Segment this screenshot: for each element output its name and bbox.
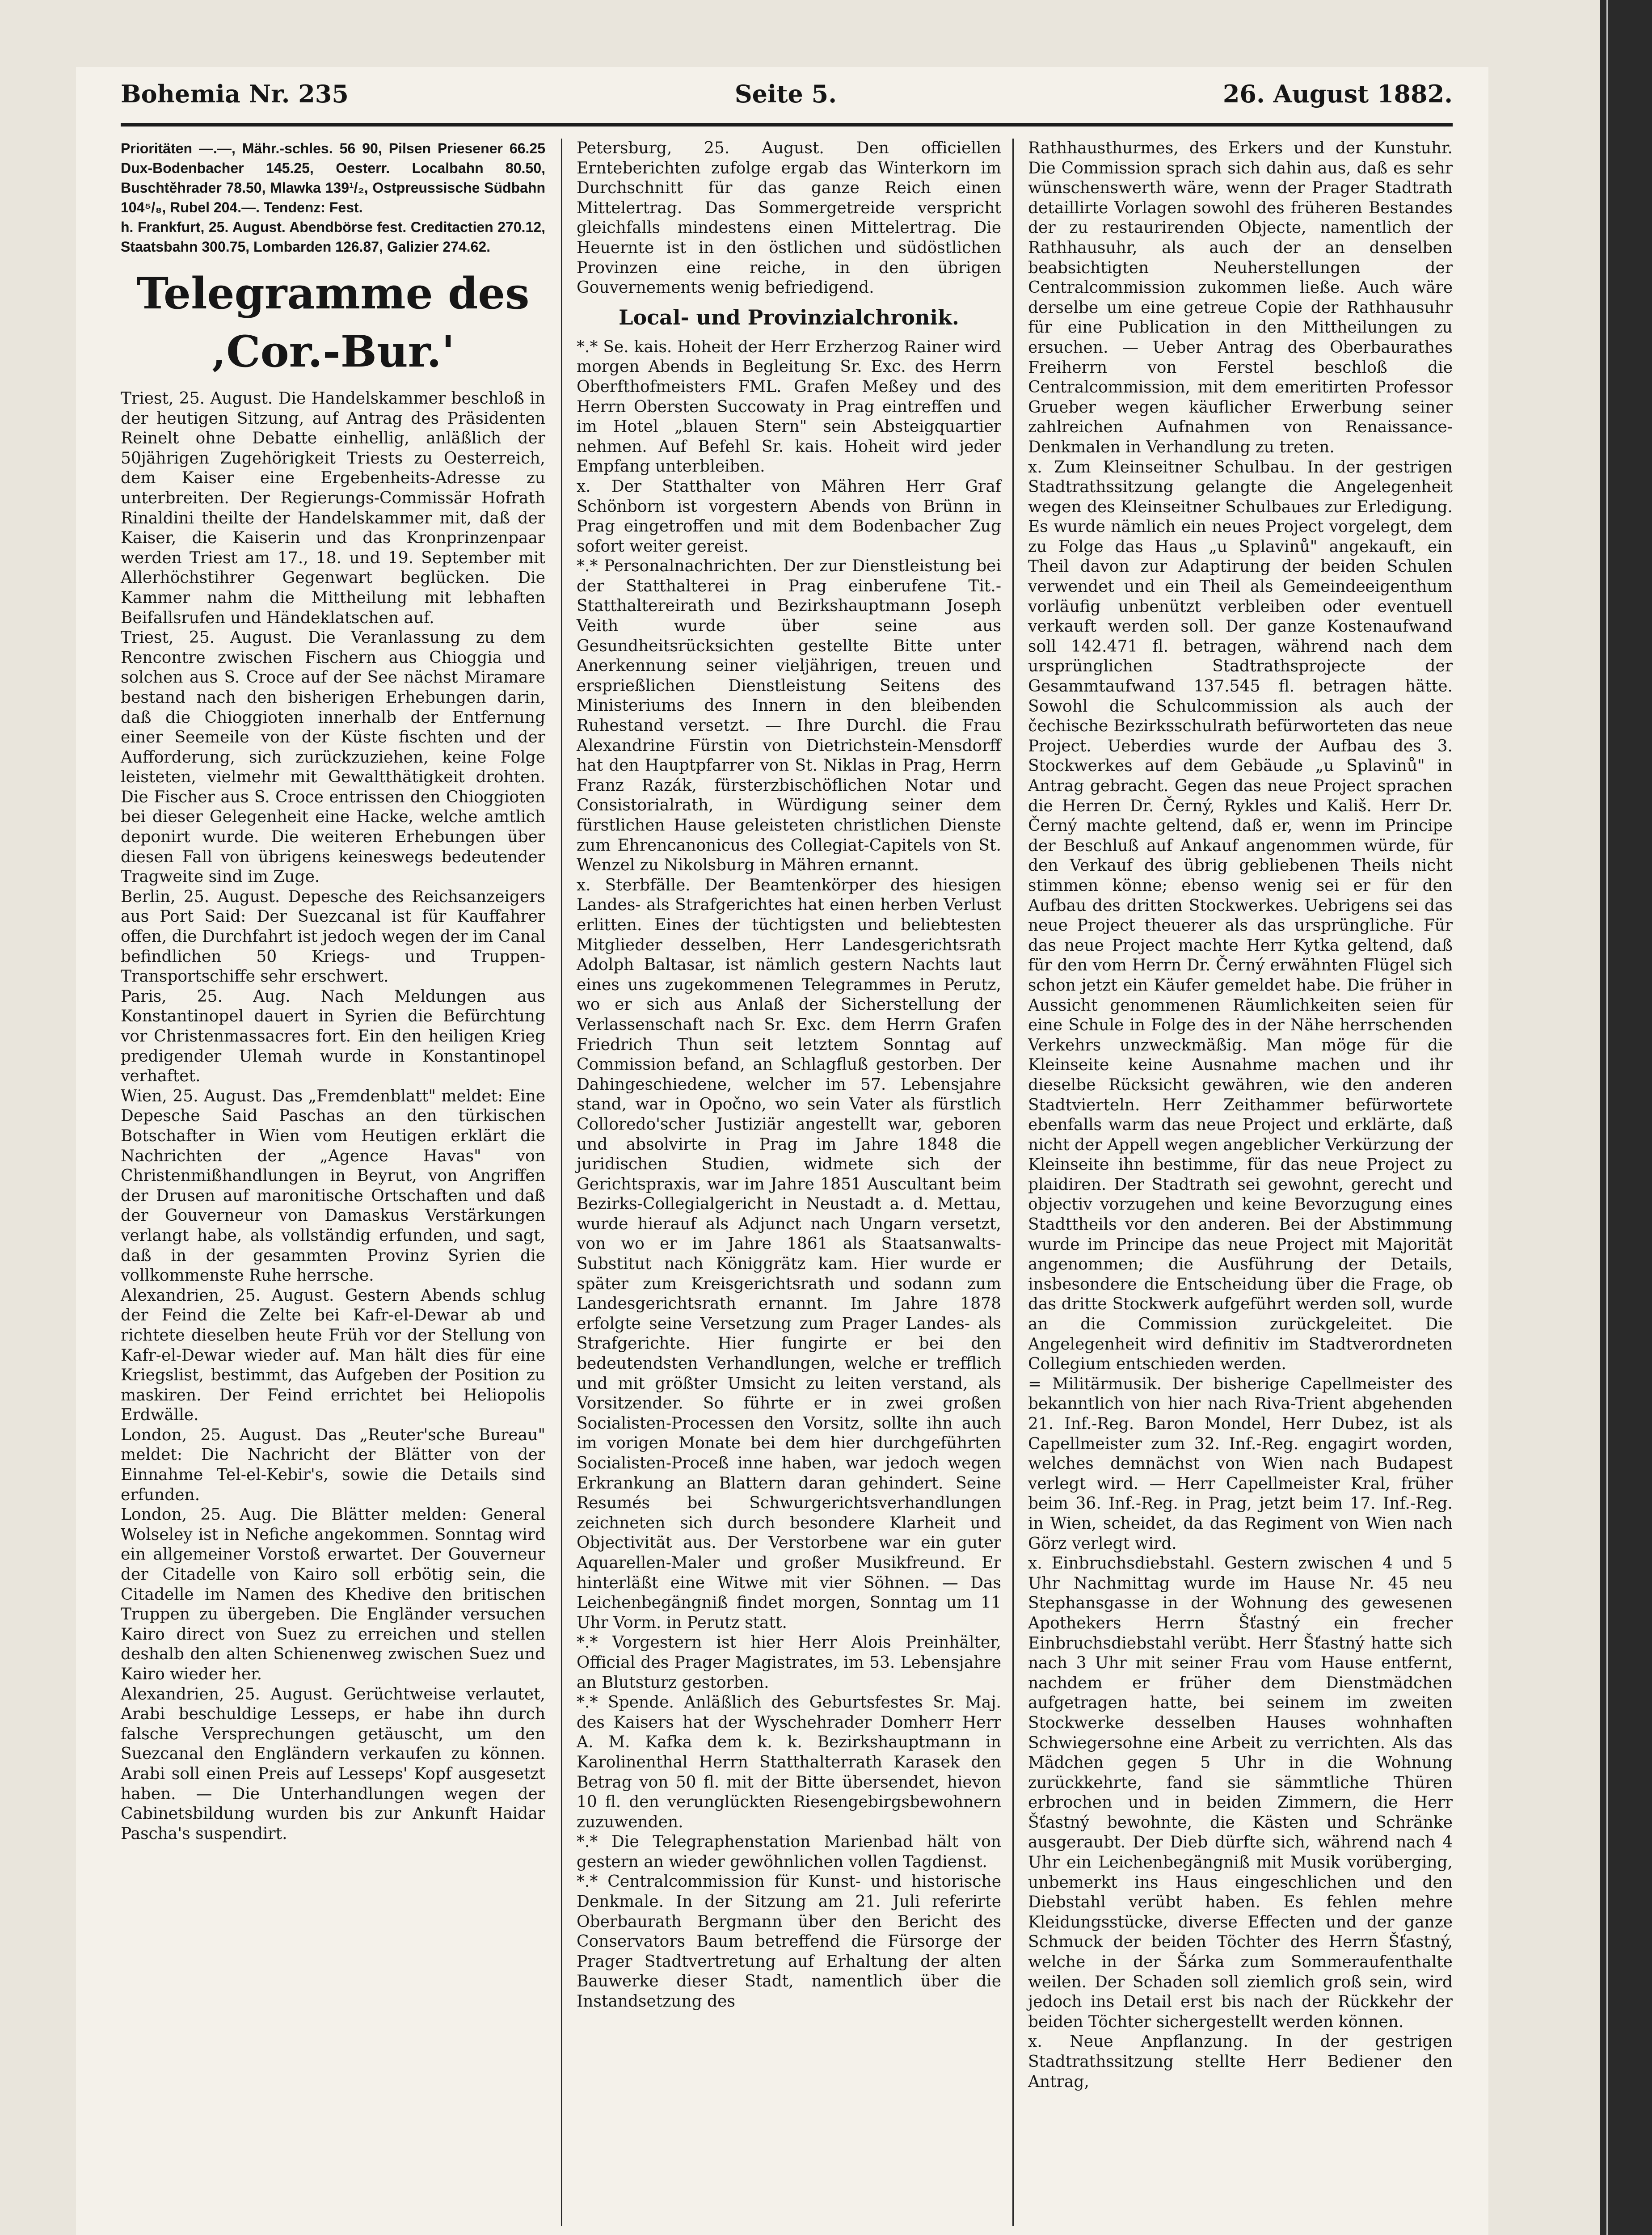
column-3 — [1028, 139, 1453, 2092]
article-paragraph: London, 25. Aug. Die Blätter melden: General Wolseley ist in Nefiche angekommen. Sonntag wird ein allgemeiner Vorstoß erwartet. Der Gouverneur der Citadelle von Kairo soll erbötig sein, die Citadelle im Namen des Khedive den britischen Truppen zu übergeben. Die Engländer versuchen Kairo direct von Suez zu erreichen und stellen deshalb den alten Schienenweg zwischen Suez und Kairo wieder her. — [121, 1505, 545, 1683]
article-paragraph: *.* Spende. Anläßlich des Geburtsfestes Sr. Maj. des Kaisers hat der Wyschehrader Domherr Herr A. M. Kafka dem k. k. Bezirkshauptmann in Karolinenthal Herrn Statthalterrath Karasek den Betrag von 50 fl. mit der Bitte übersendet, hievon 10 fl. den verunglückten Riesengebirgsbewohnern zuzuwenden. — [577, 1693, 1001, 1831]
article-paragraph: Triest, 25. August. Die Handelskammer beschloß in der heutigen Sitzung, auf Antrag des Präsidenten Reinelt ohne Debatte einhellig, anläßlich der 50jährigen Zugehörigkeit Triests zu Oesterreich, dem Kaiser eine Ergebenheits-Adresse zu unterbreiten. Der Regierungs-Commissär Hofrath Rinaldini theilte der Handelskammer mit, daß der Kaiser, die Kaiserin und das Kronprinzenpaar werden Triest am 17., 18. und 19. September mit Allerhöchstihrer Gegenwart beglücken. Die Kammer nahm die Mittheilung mit lebhaften Beifallsrufen und Händeklatschen auf. — [121, 389, 545, 627]
header-rule — [121, 123, 1453, 127]
page-header — [121, 67, 1453, 121]
article-paragraph: London, 25. August. Das „Reuter'sche Bureau" meldet: Die Nachricht der Blätter von der Einnahme Tel-el-Kebir's, sowie die Details sind erfunden. — [121, 1425, 545, 1504]
article-paragraph: x. Neue Anpflanzung. In der gestrigen Stadtrathssitzung stellte Herr Bediener den Antrag, — [1028, 2033, 1453, 2091]
market-paragraph: Prioritäten —.—, Mähr.-schles. 56 90, Pilsen Priesener 66.25 Dux-Bodenbacher 145.25, Oesterr. Localbahn 80.50, Buschtěhrader 78.50, Mlawka 139¹/₂, Ostpreussische Südbahn 104⁵/₈, Rubel 204.—. Tendenz: Fest. — [121, 140, 545, 215]
market-report — [121, 139, 545, 257]
article-paragraph: Rathhausthurmes, des Erkers und der Kunstuhr. Die Commission sprach sich dahin aus, daß es sehr wünschenswerth wäre, wenn der Prager Stadtrath detaillirte Vorlagen sowohl des früheren Bestandes der zu restaurirenden Objecte, namentlich der Rathhausuhr, als auch der an denselben beabsichtigten Neuherstellungen der Centralcommission zukommen ließe. Auch wäre derselbe um eine getreue Copie der Rathhausuhr für eine Publication in den Mittheilungen zu ersuchen. — Ueber Antrag des Oberbaurathes Freiherrn von Ferstel beschloß die Centralcommission, mit dem emeritirten Professor Grueber wegen käuflicher Erwerbung seiner zahlreichen Aufnahmen von Renaissance-Denkmalen in Verhandlung zu treten. — [1028, 139, 1453, 456]
paper-name: Bohemia Nr. 235 — [121, 80, 349, 108]
market-paragraph: h. Frankfurt, 25. August. Abendbörse fest. Creditactien 270.12, Staatsbahn 300.75, Lombarden 126.87, Galizier 274.62. — [121, 219, 545, 255]
newspaper-page — [76, 67, 1488, 2235]
article-paragraph: x. Der Statthalter von Mähren Herr Graf Schönborn ist vorgestern Abends von Brünn in Prag eingetroffen und mit dem Bodenbacher Zug sofort weiter gereist. — [577, 477, 1001, 556]
article-paragraph: Alexandrien, 25. August. Gestern Abends schlug der Feind die Zelte bei Kafr-el-Dewar ab und richtete dieselben heute Früh vor der Stellung von Kafr-el-Dewar wieder auf. Man hält dies für eine Kriegslist, bestimmt, das Aufgeben der Position zu maskiren. Der Feind errichtet bei Heliopolis Erdwälle. — [121, 1286, 545, 1425]
article-paragraph: x. Zum Kleinseitner Schulbau. In der gestrigen Stadtrathssitzung gelangte die Angelegenheit wegen des Kleinseitner Schulbaues zur Erledigung. Es wurde nämlich ein neues Project vorgelegt, dem zu Folge das Haus „u Splavinů" angekauft, ein Theil davon zur Adaptirung der beiden Schulen verwendet und ein Theil als Gemeindeeigenthum vorläufig unbenützt verbleiben oder eventuell verkauft werden soll. Der ganze Kostenaufwand soll 142.471 fl. betragen, während nach dem ursprünglichen Stadtrathsprojecte der Gesammtaufwand 137.545 fl. betragen hätte. Sowohl die Schulcommission als auch der čechische Bezirksschulrath befürworteten das neue Project. Ueberdies wurde der Aufbau des 3. Stockwerkes auf dem Gebäude „u Splavinů" in Antrag gebracht. Gegen das neue Project sprachen die Herren Dr. Černý, Rykles und Kališ. Herr Dr. Černý machte geltend, daß er, wenn im Principe der Beschluß auf Ankauf angenommen würde, für den Verkauf des übrig gebliebenen Theils nicht stimmen könne; ebenso wenig sei er für den Aufbau des dritten Stockwerkes. Uebrigens sei das neue Project theuerer als das ursprüngliche. Für das neue Project machte Herr Kytka geltend, daß für den vom Herrn Dr. Černý erwähnten Flügel sich schon jetzt ein Käufer gemeldet habe. Die früher in Aussicht genommenen Räumlichkeiten seien für eine Schule in Folge des in der Nähe herrschenden Verkehrs unzweckmäßig. Man möge für die Kleinseite keine Ausnahme machen und ihr dieselbe Rücksicht gewähren, wie den anderen Stadtvierteln. Herr Zeithammer befürwortete ebenfalls warm das neue Project und erklärte, daß nicht der Appell wegen angeblicher Verkürzung der Kleinseite ihn bestimme, für das neue Project zu plaidiren. Der Stadtrath sei gewohnt, gerecht und objectiv vorzugehen und keine Bevorzugung eines Stadttheils vor den anderen. Bei der Abstimmung wurde im Principe das neue Project mit Majorität angenommen; die Ausführung der Details, insbesondere die Entscheidung über die Frage, ob das dritte Stockwerk aufgeführt werden soll, wurde an die Commission zurückgeleitet. Die Angelegenheit wird definitiv im Stadtverordneten Collegium entschieden werden. — [1028, 458, 1453, 1374]
column-divider — [1012, 139, 1014, 2226]
column-1 — [121, 139, 545, 1844]
column-divider — [561, 139, 562, 2226]
column-2 — [577, 139, 1001, 2012]
article-paragraph: *.* Die Telegraphenstation Marienbad hält von gestern an wieder gewöhnlichen vollen Tagdienst. — [577, 1833, 1001, 1871]
article-paragraph: *.* Vorgestern ist hier Herr Alois Preinhälter, Official des Prager Magistrates, im 53. Lebensjahre an Blutsturz gestorben. — [577, 1633, 1001, 1692]
page-number: Seite 5. — [734, 80, 837, 108]
section-title-local-chronicle: Local- und Provinzialchronik. — [619, 305, 959, 329]
article-paragraph: Alexandrien, 25. August. Gerüchtweise verlautet, Arabi beschuldige Lesseps, er habe ihn durch falsche Versprechungen getäuscht, um den Suezcanal den Engländern verkaufen zu können. Arabi soll einen Preis auf Lesseps' Kopf ausgesetzt haben. — Die Unterhandlungen wegen der Cabinetsbildung wurden bis zur Ankunft Haidar Pascha's suspendirt. — [121, 1685, 545, 1843]
issue-date: 26. August 1882. — [1222, 80, 1453, 108]
article-paragraph: *.* Personalnachrichten. Der zur Dienstleistung bei der Statthalterei in Prag einberufene Tit.-Statthaltereirath und Bezirkshauptmann Joseph Veith wurde über seine aus Gesundheitsrücksichten gestellte Bitte unter Anerkennung seiner vieljährigen, treuen und ersprießlichen Dienstleistung Seitens des Ministeriums des Innern in den bleibenden Ruhestand versetzt. — Ihre Durchl. die Frau Alexandrine Fürstin von Dietrichstein-Mensdorff hat den Hauptpfarrer von St. Niklas in Prag, Herrn Franz Razák, fürsterzbischöflichen Notar und Consistorialrath, in Würdigung seiner dem fürstlichen Hause geleisteten christlichen Dienste zum Ehrencanonicus des Collegiat-Capitels von St. Wenzel zu Nikolsburg in Mähren ernannt. — [577, 557, 1001, 875]
article-paragraph: x. Einbruchsdiebstahl. Gestern zwischen 4 und 5 Uhr Nachmittag wurde im Hause Nr. 45 neu Stephansgasse in der Wohnung des gewesenen Apothekers Herrn Šťastný ein frecher Einbruchsdiebstahl verübt. Herr Šťastný hatte sich nach 3 Uhr mit seiner Frau vom Hause entfernt, nachdem er früher dem Dienstmädchen aufgetragen hatte, bei seinem im zweiten Stockwerke desselben Hauses wohnhaften Schwiegersohne eine Arbeit zu verrichten. Als das Mädchen gegen 5 Uhr in die Wohnung zurückkehrte, fand sie sämmtliche Thüren erbrochen und in beiden Zimmern, die Herr Šťastný bewohnte, die Kästen und Schränke ausgeraubt. Der Dieb dürfte sich, während nach 4 Uhr ein Leichenbegängniß mit Musik vorüberging, unbemerkt ins Haus eingeschlichen und den Diebstahl verübt haben. Es fehlen mehre Kleidungsstücke, diverse Effecten und der ganze Schmuck der beiden Töchter des Herrn Šťastný, welche in der Šárka zum Sommeraufenthalte weilen. Der Schaden soll ziemlich groß sein, wird jedoch ins Detail erst bis nach der Rückkehr der beiden Töchter sichergestellt werden können. — [1028, 1554, 1453, 2031]
article-paragraph: x. Sterbfälle. Der Beamtenkörper des hiesigen Landes- als Strafgerichtes hat einen herben Verlust erlitten. Eines der tüchtigsten und beliebtesten Mitglieder desselben, Herr Landesgerichtsrath Adolph Baltasar, ist nämlich gestern Nachts laut eines uns zugekommenen Telegrammes in Perutz, wo er sich aus Anlaß der Sicherstellung der Verlassenschaft nach Sr. Exc. dem Herrn Grafen Friedrich Thun seit letztem Sonntag auf Commission befand, an Schlagfluß gestorben. Der Dahingeschiedene, welcher im 57. Lebensjahre stand, war in Opočno, wo sein Vater als fürstlich Colloredo'scher Justiziär angestellt war, geboren und absolvirte in Prag im Jahre 1848 die juridischen Studien, widmete sich der Gerichtspraxis, war im Jahre 1851 Auscultant beim Bezirks-Collegialgericht in Neustadt a. d. Mettau, wurde hierauf als Adjunct nach Ungarn versetzt, von wo er im Jahre 1861 als Staatsanwalts-Substitut nach Königgrätz kam. Hier wurde er später zum Kreisgerichtsrath und sodann zum Landesgerichtsrath ernannt. Im Jahre 1878 erfolgte seine Versetzung zum Prager Landes- als Strafgerichte. Hier fungirte er bei den bedeutendsten Verhandlungen, welche er trefflich und mit größter Umsicht zu leiten verstand, als Vorsitzender. So führte er in zwei großen Socialisten-Processen den Vorsitz, sollte ihn auch im vorigen Monate bei dem hier durchgeführten Socialisten-Proceß inne haben, war jedoch wegen Erkrankung an Blattern daran gehindert. Seine Resumés bei Schwurgerichtsverhandlungen zeichneten sich durch besondere Klarheit und Objectivität aus. Der Verstorbene war ein guter Aquarellen-Maler und großer Musikfreund. Er hinterläßt eine Witwe mit vier Söhnen. — Das Leichenbegängniß findet morgen, Sonntag um 11 Uhr Vorm. in Perutz statt. — [577, 876, 1001, 1632]
article-paragraph: Paris, 25. Aug. Nach Meldungen aus Konstantinopel dauert in Syrien die Befürchtung vor Christenmassacres fort. Ein den heiligen Krieg predigender Ulemah wurde in Konstantinopel verhaftet. — [121, 987, 545, 1086]
scan-edge — [1600, 0, 1652, 2235]
article-paragraph: *.* Se. kais. Hoheit der Herr Erzherzog Rainer wird morgen Abends in Begleitung Sr. Exc. des Herrn Oberfthofmeisters FML. Grafen Meßey und des Herrn Obersten Succowaty in Prag eintreffen und im Hotel „blauen Stern" sein Absteigquartier nehmen. Auf Befehl Sr. kais. Hoheit wird jeder Empfang unterbleiben. — [577, 337, 1001, 476]
article-paragraph: = Militärmusik. Der bisherige Capellmeister des bekanntlich von hier nach Riva-Trient abgehenden 21. Inf.-Reg. Baron Mondel, Herr Dubez, ist als Capellmeister zum 32. Inf.-Reg. engagirt worden, welches demnächst von Wien nach Budapest verlegt wird. — Herr Capellmeister Kral, früher beim 36. Inf.-Reg. in Prag, jetzt beim 17. Inf.-Reg. in Wien, scheidet, da das Regiment von Wien nach Görz verlegt wird. — [1028, 1375, 1453, 1553]
section-title-telegrams: Telegramme des ‚Cor.-Bur.' — [136, 268, 530, 377]
article-paragraph: Berlin, 25. August. Depesche des Reichsanzeigers aus Port Said: Der Suezcanal ist für Kauffahrer offen, die Durchfahrt ist jedoch wegen der im Canal befindlichen 50 Kriegs- und Truppen-Transportschiffe sehr erschwert. — [121, 887, 545, 986]
article-paragraph: Triest, 25. August. Die Veranlassung zu dem Rencontre zwischen Fischern aus Chioggia und solchen aus S. Croce auf der See nächst Miramare bestand nach den bisherigen Erhebungen darin, daß die Chioggioten innerhalb der Entfernung einer Seemeile von der Küste fischten und der Aufforderung, sich zurückzuziehen, keine Folge leisteten, vielmehr mit Gewaltthätigkeit drohten. Die Fischer aus S. Croce entrissen den Chioggioten bei dieser Gelegenheit eine Hacke, welche amtlich deponirt wurde. Die weiteren Erhebungen über diesen Fall von übrigens keineswegs bedeutender Tragweite sind im Zuge. — [121, 628, 545, 886]
article-paragraph: *.* Centralcommission für Kunst- und historische Denkmale. In der Sitzung am 21. Juli referirte Oberbaurath Bergmann über den Bericht des Conservators Baum betreffend die Fürsorge der Prager Stadtvertretung auf Erhaltung der alten Bauwerke dieser Stadt, namentlich über die Instandsetzung des — [577, 1872, 1001, 2011]
article-paragraph: Wien, 25. August. Das „Fremdenblatt" meldet: Eine Depesche Said Paschas an den türkischen Botschafter in Wien vom Heutigen erklärt die Nachrichten der „Agence Havas" von Christenmißhandlungen in Beyrut, von Angriffen der Drusen auf maronitische Ortschaften und daß der Gouverneur von Damaskus Verstärkungen verlangt habe, als vollständig erfunden, und sagt, daß in der gesammten Provinz Syrien die vollkommenste Ruhe herrsche. — [121, 1087, 545, 1285]
article-paragraph: Petersburg, 25. August. Den officiellen Ernteberichten zufolge ergab das Winterkorn im Durchschnitt für das ganze Reich einen Mittelertrag. Das Sommergetreide verspricht gleichfalls mindestens einen Mittelertrag. Die Heuernte ist in den östlichen und südöstlichen Provinzen eine reiche, in den übrigen Gouvernements wenig befriedigend. — [577, 139, 1001, 297]
